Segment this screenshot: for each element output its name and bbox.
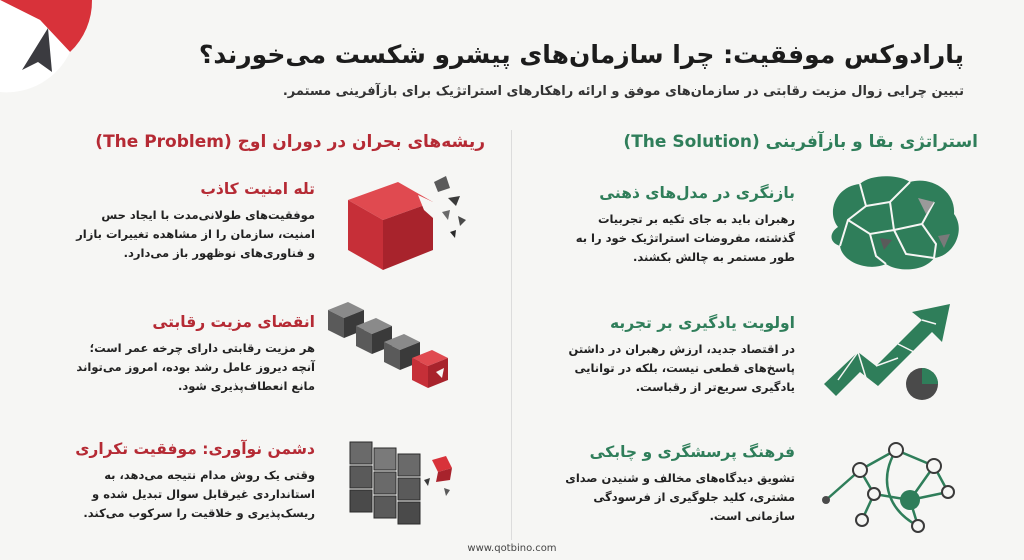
- footer-url[interactable]: www.qotbino.com: [467, 543, 557, 554]
- solution-item-2: [565, 314, 795, 397]
- problem-item-text: هر مزیت رقابتی دارای چرخه عمر است؛ آنچه دیروز عامل رشد بوده، امروز می‌تواند مانع انعطاف‌پذیری شود.: [76, 341, 315, 393]
- broken-cube-icon: [338, 170, 473, 280]
- cube-chain-icon: [318, 298, 468, 408]
- problem-heading: ریشه‌های بحران در دوران اوج (The Problem): [95, 132, 485, 152]
- solution-item-title: اولویت یادگیری بر تجربه: [609, 314, 795, 332]
- cube-wall-icon: [340, 430, 470, 540]
- page-subtitle: تبیین چرایی زوال مزیت رقابتی در سازمان‌های موفق و ارائه راهکارهای استراتژیک برای بازآفرینی مستمر.: [282, 84, 964, 99]
- column-divider: [511, 130, 512, 540]
- solution-item-title: فرهنگ پرسشگری و چابکی: [589, 443, 795, 461]
- growth-arrow-icon: [818, 300, 968, 408]
- problem-item-3: [70, 440, 315, 523]
- solution-item-1: [565, 184, 795, 267]
- problem-item-title: دشمن نوآوری: موفقیت تکراری: [75, 440, 315, 458]
- solution-item-text: در اقتصاد جدید، ارزش رهبران در داشتن پاسخ‌های قطعی نیست، بلکه در توانایی یادگیری سریع‌تر از رقباست.: [568, 342, 795, 394]
- problem-item-title: تله امنیت کاذب: [200, 180, 315, 198]
- solution-heading: استراتژی بقا و بازآفرینی (The Solution): [623, 132, 978, 152]
- solution-item-3: [565, 443, 795, 526]
- brain-icon: [818, 172, 968, 280]
- solution-item-text: تشویق دیدگاه‌های مخالف و شنیدن صدای مشتری، کلید جلوگیری از فرسودگی سازمانی است.: [565, 471, 795, 523]
- network-icon: [818, 430, 968, 540]
- solution-item-text: رهبران باید به جای تکیه بر تجربیات گذشته، مفروضات استراتژیک خود را به طور مستمر به چالش بکشند.: [575, 212, 795, 264]
- page-title: پارادوکس موفقیت: چرا سازمان‌های پیشرو شکست می‌خورند؟: [198, 40, 964, 69]
- problem-item-text: موفقیت‌های طولانی‌مدت با ایجاد حس امنیت، سازمان را از مشاهده تغییرات بازار و فناوری‌های نوظهور باز می‌دارد.: [76, 208, 315, 260]
- solution-item-title: بازنگری در مدل‌های ذهنی: [599, 184, 795, 202]
- problem-item-text: وقتی یک روش مدام نتیجه می‌دهد، به استانداردی غیرقابل سوال تبدیل شده و ریسک‌پذیری و خلاقیت را سرکوب می‌کند.: [83, 468, 315, 520]
- logo-mark: [0, 0, 95, 95]
- problem-item-2: [70, 313, 315, 396]
- problem-item-title: انقضای مزیت رقابتی: [152, 313, 315, 331]
- problem-item-1: [70, 180, 315, 263]
